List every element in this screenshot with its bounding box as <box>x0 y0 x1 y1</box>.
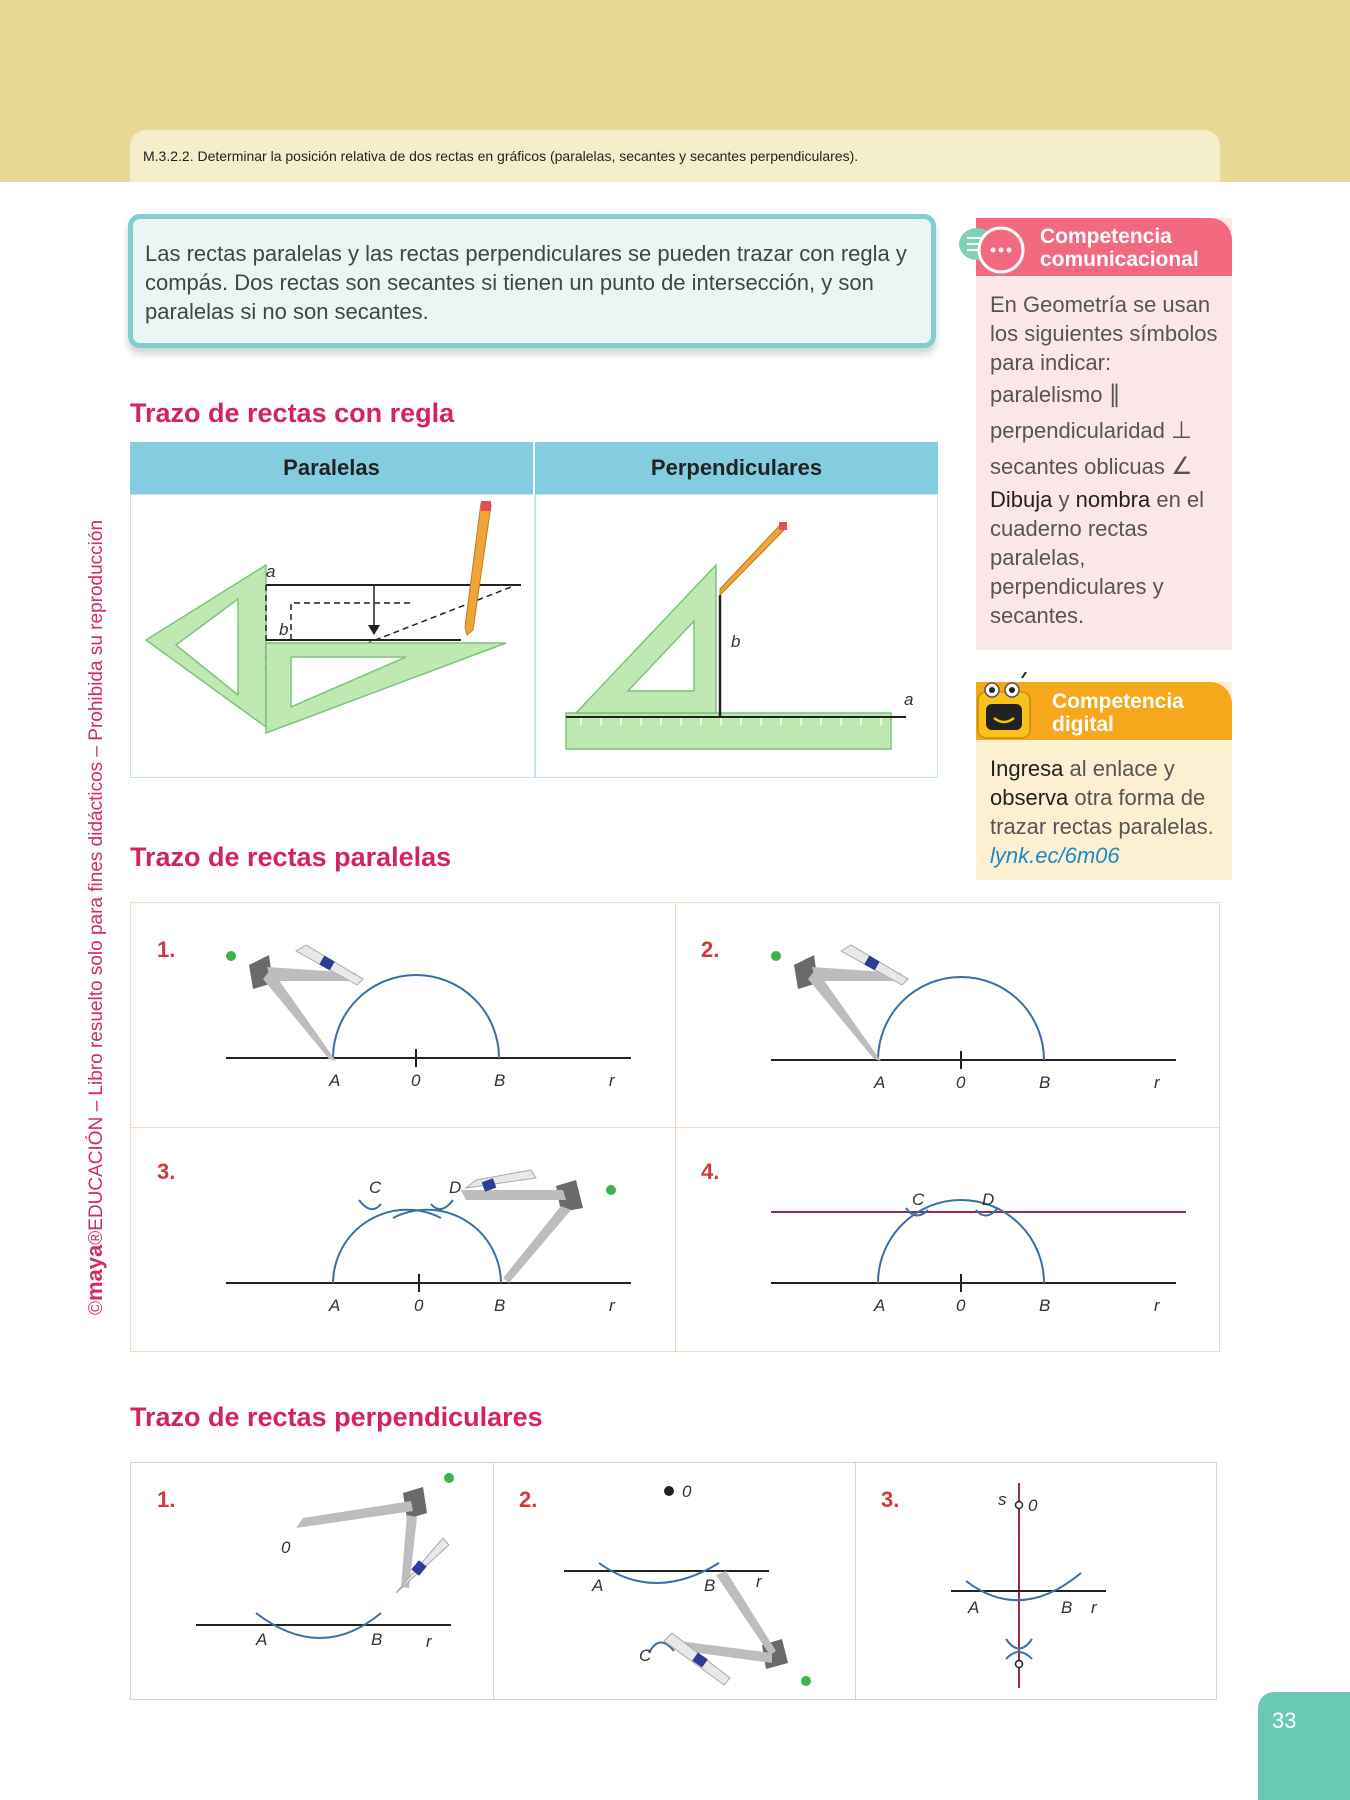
symbols-intro: En Geometría se usan los siguientes símbolos para indicar: <box>990 292 1218 375</box>
label-A: A <box>329 1296 341 1315</box>
symbol-label-parallel: paralelismo <box>990 382 1103 407</box>
competencia-comunicacional-box <box>976 218 1232 650</box>
label-0: 0 <box>956 1073 966 1092</box>
arc <box>966 1573 1081 1600</box>
paralelas-step-2 <box>676 903 1220 1127</box>
step-number-4: 4. <box>701 1159 720 1184</box>
section-title-perpendiculares: Trazo de rectas perpendiculares <box>130 1402 543 1432</box>
step-number-3: 3. <box>157 1159 176 1184</box>
point-c <box>1016 1661 1023 1668</box>
compass-icon <box>771 945 908 1061</box>
arrow-head <box>368 625 380 635</box>
label-r: r <box>1091 1598 1097 1617</box>
pencil-eraser <box>779 522 787 530</box>
task-verb-1: Dibuja <box>990 487 1053 512</box>
cell-paralelas <box>130 494 535 778</box>
regla-table <box>130 442 938 778</box>
label-r: r <box>609 1071 615 1090</box>
step-number-2: 2. <box>701 937 720 962</box>
symbol-row-parallel <box>990 377 1226 413</box>
step-number-1: 1. <box>157 937 176 962</box>
parallel-symbol-icon: ∥ <box>1108 381 1121 408</box>
label-0: 0 <box>682 1482 692 1501</box>
label-A: A <box>874 1073 886 1092</box>
label-B: B <box>494 1296 506 1315</box>
digital-text-1: al enlace y <box>1069 756 1175 781</box>
intro-box <box>128 214 936 348</box>
title-line-2: comunicacional <box>1040 248 1199 271</box>
standard-bar <box>130 130 1220 182</box>
label-B: B <box>494 1071 506 1090</box>
paralelas-steps-grid <box>130 902 1220 1352</box>
col-header-perpendiculares: Perpendiculares <box>535 442 938 494</box>
task-text <box>990 485 1226 630</box>
arc-left <box>333 1210 441 1283</box>
perpendicular-symbol-icon: ⊥ <box>1171 417 1192 444</box>
page-number-tab <box>1258 1692 1350 1800</box>
label-0: 0 <box>411 1071 421 1090</box>
symbol-label-perpendicular: perpendicularidad <box>990 418 1165 443</box>
label-r: r <box>609 1296 615 1315</box>
pencil-icon <box>720 525 786 595</box>
label-C: C <box>369 1178 382 1197</box>
label-B: B <box>1061 1598 1073 1617</box>
competencia-comunicacional-body <box>990 290 1226 630</box>
registered-symbol: ® <box>86 1230 107 1245</box>
label-D: D <box>982 1190 995 1209</box>
cross-mark-c <box>359 1200 381 1209</box>
title-line-1: Competencia <box>1040 225 1172 248</box>
label-a: a <box>904 690 914 709</box>
digital-link[interactable]: lynk.ec/6m06 <box>990 843 1120 868</box>
perp-step-number-1: 1. <box>157 1487 176 1512</box>
symbol-row-secant <box>990 449 1226 485</box>
label-A: A <box>874 1296 886 1315</box>
compass-icon <box>461 1170 616 1283</box>
label-A: A <box>256 1630 268 1649</box>
pencil-icon <box>465 503 491 635</box>
sidebar-copyright <box>82 520 108 1315</box>
sidebar-text: EDUCACIÓN – Libro resuelto solo para fines didácticos – Prohibida su reproducción <box>86 519 107 1231</box>
competencia-comunicacional-title <box>1040 225 1220 271</box>
chat-bubble-icon <box>955 220 1027 282</box>
point-o <box>1016 1502 1023 1509</box>
robot-icon <box>970 672 1040 744</box>
label-0: 0 <box>281 1538 291 1557</box>
perpendiculares-step-3 <box>856 1463 1217 1699</box>
title-line-1: Competencia <box>1052 690 1184 713</box>
compass-icon <box>296 1473 454 1593</box>
digital-verb-1: Ingresa <box>990 756 1064 781</box>
compass-icon <box>226 945 363 1061</box>
competencia-digital-body <box>990 754 1226 870</box>
ruler <box>566 713 891 749</box>
digital-text-2: otra forma de trazar rectas paralelas. <box>990 785 1214 839</box>
paralelas-ruler-illustration <box>131 495 534 777</box>
dashed-guide-step <box>291 603 411 640</box>
point-o <box>664 1486 674 1496</box>
page-number: 33 <box>1272 1708 1297 1733</box>
perpendiculares-step-2 <box>494 1463 855 1699</box>
label-B: B <box>371 1630 383 1649</box>
col-header-paralelas: Paralelas <box>130 442 533 494</box>
task-and: y <box>1058 487 1070 512</box>
competencia-digital-title <box>1052 690 1222 736</box>
arc <box>599 1563 719 1583</box>
paralelas-step-4 <box>676 1128 1220 1352</box>
arc-right <box>393 1210 501 1283</box>
label-B: B <box>704 1576 716 1595</box>
label-0: 0 <box>1028 1496 1038 1515</box>
task-rest: en el cuaderno rectas paralelas, perpendiculares y secantes. <box>990 487 1205 628</box>
label-r: r <box>426 1632 432 1651</box>
pencil-eraser <box>481 501 491 511</box>
label-B: B <box>1039 1073 1051 1092</box>
symbol-label-secant: secantes oblicuas <box>990 454 1165 479</box>
label-A: A <box>592 1576 604 1595</box>
arc <box>333 975 499 1058</box>
arc <box>878 977 1044 1060</box>
perpendiculares-steps-grid <box>130 1462 1217 1700</box>
secant-symbol-icon: ∠ <box>1171 453 1193 480</box>
brand-name: maya <box>82 1244 107 1301</box>
perp-step-number-3: 3. <box>881 1487 900 1512</box>
label-a: a <box>266 562 276 581</box>
label-0: 0 <box>414 1296 424 1315</box>
copyright-symbol: © <box>86 1301 107 1315</box>
perp-step-number-2: 2. <box>519 1487 538 1512</box>
label-r: r <box>1154 1296 1160 1315</box>
perpendiculares-ruler-illustration <box>536 495 937 777</box>
section-title-regla: Trazo de rectas con regla <box>130 398 455 428</box>
label-C: C <box>639 1646 652 1665</box>
label-b: b <box>279 620 289 639</box>
intro-text: Las rectas paralelas y las rectas perpendiculares se pueden trazar con regla y compás. Dos rectas son secantes si tienen un punto de intersección, y son paralelas si no son secantes. <box>145 241 907 324</box>
label-0: 0 <box>956 1296 966 1315</box>
label-D: D <box>449 1178 462 1197</box>
task-verb-2: nombra <box>1075 487 1151 512</box>
paralelas-step-1 <box>131 903 675 1127</box>
symbol-row-perpendicular <box>990 413 1226 449</box>
paralelas-step-3 <box>131 1128 675 1352</box>
label-A: A <box>329 1071 341 1090</box>
label-r: r <box>756 1572 762 1591</box>
standard-text: M.3.2.2. Determinar la posición relativa de dos rectas en gráficos (paralelas, secantes y secantes perpendiculares). <box>143 148 859 164</box>
label-A: A <box>968 1598 980 1617</box>
cross-mark-d <box>431 1200 453 1209</box>
section-title-paralelas: Trazo de rectas paralelas <box>130 842 452 872</box>
perpendiculares-step-1 <box>131 1463 493 1699</box>
digital-verb-2: observa <box>990 785 1069 810</box>
label-s: s <box>998 1490 1007 1509</box>
compass-icon <box>664 1571 811 1686</box>
label-b: b <box>731 632 741 651</box>
label-C: C <box>912 1190 925 1209</box>
cell-perpendiculares <box>535 494 938 778</box>
label-r: r <box>1154 1073 1160 1092</box>
title-line-2: digital <box>1052 713 1114 736</box>
label-B: B <box>1039 1296 1051 1315</box>
